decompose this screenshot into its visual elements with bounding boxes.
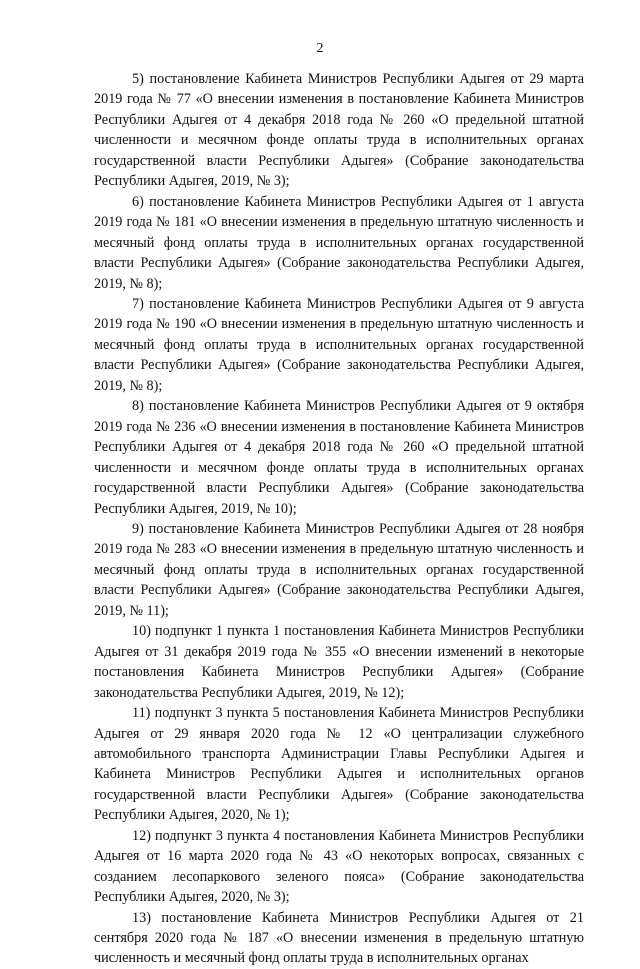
list-item-11: 11) подпункт 3 пункта 5 постановления Кабинета Министров Республики Адыгея от 29 января 2020 года № 12 «О централизации служебного автомобильного транспорта Администрации Главы Республики Адыгея и Кабинета Министров Республики Адыгея и исполнительных органов государственной власти Республики Адыгея» (Собрание законодательства Республики Адыгея, 2020, № 1); (94, 705, 584, 824)
list-item-10: 10) подпункт 1 пункта 1 постановления Кабинета Министров Республики Адыгея от 31 декабря 2019 года № 355 «О внесении изменений в некоторые постановления Кабинета Министров Республики Адыгея» (Собрание законодательства Республики Адыгея, 2019, № 12); (94, 623, 584, 701)
list-item-7: 7) постановление Кабинета Министров Республики Адыгея от 9 августа 2019 года № 190 «О внесении изменения в предельную штатную численность и месячный фонд оплаты труда в исполнительных органах государственной власти Республики Адыгея» (Собрание законодательства Республики Адыгея, 2019, № 8); (94, 295, 584, 394)
list-item-8: 8) постановление Кабинета Министров Республики Адыгея от 9 октября 2019 года № 236 «О внесении изменения в постановление Кабинета Министров Республики Адыгея от 4 декабря 2018 года № 260 «О предельной штатной численности и месячном фонде оплаты труда в исполнительных органах государственной власти Республики Адыгея» (Собрание законодательства Республики Адыгея, 2019, № 10); (94, 398, 584, 517)
document-body (94, 69, 584, 969)
list-item-9: 9) постановление Кабинета Министров Республики Адыгея от 28 ноября 2019 года № 283 «О внесении изменения в предельную штатную численность и месячный фонд оплаты труда в исполнительных органах государственной власти Республики Адыгея» (Собрание законодательства Республики Адыгея, 2019, № 11); (94, 520, 584, 619)
list-item-12: 12) подпункт 3 пункта 4 постановления Кабинета Министров Республики Адыгея от 16 марта 2020 года № 43 «О некоторых вопросах, связанных с созданием лесопаркового зеленого пояса» (Собрание законодательства Республики Адыгея, 2020, № 3); (94, 827, 584, 906)
list-item-13: 13) постановление Кабинета Министров Республики Адыгея от 21 сентября 2020 года № 187 «О внесении изменения в предельную штатную численность и месячный фонд оплаты труда в исполнительных органах (94, 909, 584, 967)
page-number: 2 (316, 41, 324, 56)
list-item-6: 6) постановление Кабинета Министров Республики Адыгея от 1 августа 2019 года № 181 «О внесении изменения в предельную штатную численность и месячный фонд оплаты труда в исполнительных органах государственной власти Республики Адыгея» (Собрание законодательства Республики Адыгея, 2019, № 8); (94, 193, 584, 292)
list-item-5: 5) постановление Кабинета Министров Республики Адыгея от 29 марта 2019 года № 77 «О внесении изменения в постановление Кабинета Министров Республики Адыгея от 4 декабря 2018 года № 260 «О предельной штатной численности и месячном фонде оплаты труда в исполнительных органах государственной власти Республики Адыгея» (Собрание законодательства Республики Адыгея, 2019, № 3); (94, 71, 584, 190)
